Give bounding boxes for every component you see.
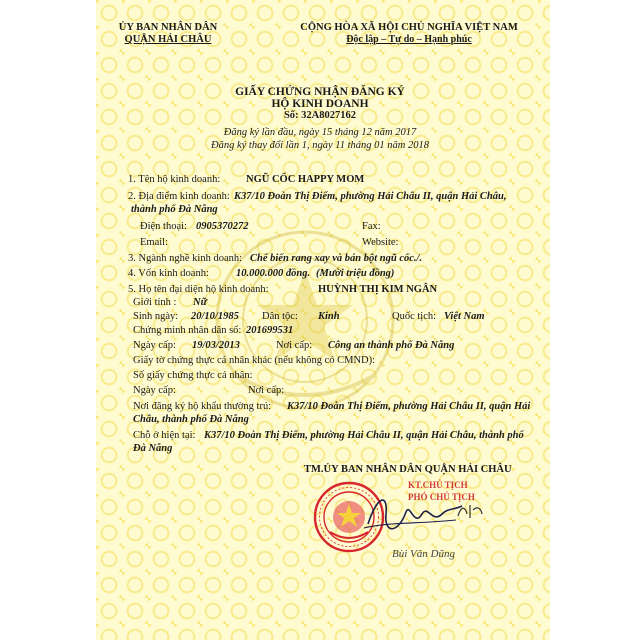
business-name-label: 1. Tên hộ kinh doanh: [128,174,221,185]
capital-value: 10.000.000 đồng. [236,268,311,279]
id-issue-date-value: 19/03/2013 [192,340,240,351]
document-title-2: HỘ KINH DOANH [271,98,369,110]
gender-label: Giới tính : [133,297,177,308]
business-address-label: 2. Địa điểm kinh doanh: [128,191,230,202]
permanent-residence-value-1: K37/10 Đoàn Thị Điểm, phường Hải Châu II, quận Hải [287,401,531,412]
other-id-issue-place-label: Nơi cấp: [248,385,285,396]
current-residence-label: Chỗ ở hiện tại: [133,430,196,441]
representative-label: 5. Họ tên đại diện hộ kinh doanh: [128,284,269,295]
first-registration-date: Đăng ký lần đầu, ngày 15 tháng 12 năm 2017 [223,127,417,138]
other-id-number-label: Số giấy chứng thực cá nhân: [133,370,253,381]
signing-authority: TM.ỦY BAN NHÂN DÂN QUẬN HẢI CHÂU [304,464,512,475]
phone-label: Điện thoại: [140,221,187,232]
representative-name: HUỲNH THỊ KIM NGÂN [318,284,438,295]
signer-name: Bùi Văn Dũng [392,548,455,560]
dob-value: 20/10/1985 [191,311,239,322]
business-address-value-2: thành phố Đà Nẵng [131,204,218,215]
nationality-label: Quốc tịch: [392,311,437,322]
handwritten-signature-icon [358,484,468,538]
phone-value: 0905370272 [196,221,249,232]
ethnicity-value: Kinh [318,311,340,322]
business-line-value: Chế biến rang xay và bán bột ngũ cốc./. [250,253,423,264]
other-id-issue-date-label: Ngày cấp: [133,385,176,396]
id-issue-place-value: Công an thành phố Đà Nẵng [328,340,455,351]
permanent-residence-label: Nơi đăng ký hộ khẩu thường trú: [133,401,272,412]
issuer-line-1: ỦY BAN NHÂN DÂN [118,22,218,33]
current-residence-value-1: K37/10 Đoàn Thị Điểm, phường Hải Châu II, quận Hải Châu, thành phố [204,430,524,441]
website-label: Website: [362,237,399,248]
certificate-number: Số: 32A8027162 [283,110,357,121]
current-residence-value-2: Đà Nẵng [133,443,173,454]
handwritten-mark-icon [455,502,485,520]
change-registration-date: Đăng ký thay đổi lần 1, ngày 11 tháng 01 năm 2018 [211,140,429,151]
other-id-label: Giấy tờ chứng thực cá nhân khác (nếu không có CMND): [133,355,376,366]
national-motto: Độc lập – Tự do – Hạnh phúc [346,34,472,45]
id-number-label: Chứng minh nhân dân số: [133,325,242,336]
gender-value: Nữ [193,297,207,308]
id-issue-date-label: Ngày cấp: [133,340,176,351]
ethnicity-label: Dân tộc: [262,311,298,322]
nationality-value: Việt Nam [444,311,485,322]
permanent-residence-value-2: Châu, thành phố Đà Nẵng [133,414,249,425]
email-label: Email: [140,237,168,248]
id-issue-place-label: Nơi cấp: [276,340,313,351]
document-title-1: GIẤY CHỨNG NHẬN ĐĂNG KÝ [235,86,405,98]
national-title: CỘNG HÒA XÃ HỘI CHỦ NGHĨA VIỆT NAM [300,22,518,33]
issuer-line-2: QUẬN HẢI CHÂU [124,34,212,45]
fax-label: Fax: [362,221,381,232]
stamp-title-1: KT.CHỦ TỊCH [408,480,468,490]
business-address-value-1: K37/10 Đoàn Thị Điểm, phường Hải Châu II, quận Hải Châu, [234,191,507,202]
capital-in-words: (Mười triệu đồng) [316,268,395,279]
business-line-label: 3. Ngành nghề kinh doanh: [128,253,243,264]
capital-label: 4. Vốn kinh doanh: [128,268,209,279]
dob-label: Sinh ngày: [133,311,179,322]
business-name-value: NGŨ CỐC HAPPY MOM [246,174,365,185]
id-number-value: 201699531 [246,325,294,336]
stamp-title-2: PHÓ CHỦ TỊCH [408,492,475,502]
